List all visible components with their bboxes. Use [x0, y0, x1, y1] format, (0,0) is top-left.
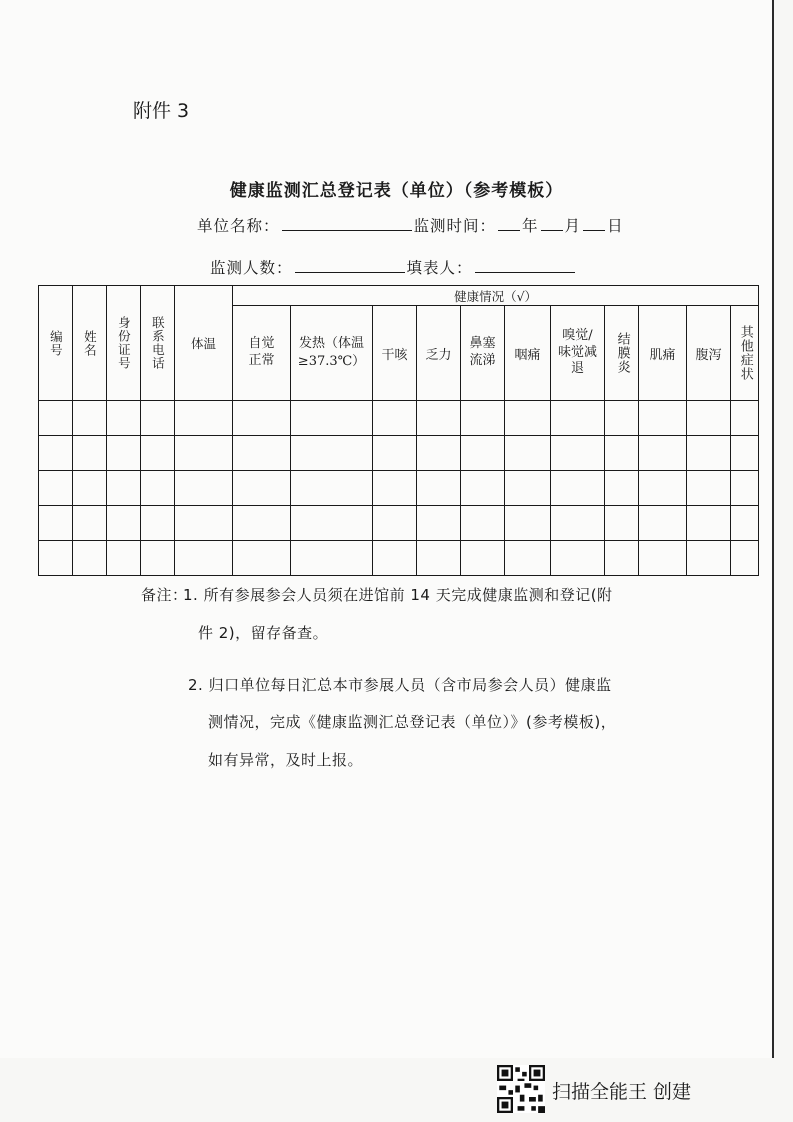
table-cell[interactable] — [107, 471, 141, 506]
header-myalgia: 肌痛 — [639, 306, 687, 401]
table-cell[interactable] — [373, 541, 417, 576]
year-label: 年 — [522, 217, 539, 235]
note-2-line-3: 如有异常，及时上报。 — [208, 751, 364, 769]
table-cell[interactable] — [73, 471, 107, 506]
table-cell[interactable] — [107, 401, 141, 436]
table-cell[interactable] — [107, 506, 141, 541]
table-cell[interactable] — [291, 541, 373, 576]
qr-code-icon — [497, 1065, 545, 1113]
filler-blank[interactable] — [475, 258, 575, 273]
table-cell[interactable] — [505, 506, 551, 541]
header-temperature: 体温 — [175, 286, 233, 401]
month-blank[interactable] — [541, 216, 563, 231]
header-cell-phone — [141, 286, 175, 401]
header-nasal — [461, 306, 505, 401]
table-row — [39, 471, 759, 506]
table-cell[interactable] — [107, 436, 141, 471]
table-cell[interactable] — [175, 471, 233, 506]
table-cell[interactable] — [373, 506, 417, 541]
table-cell[interactable] — [505, 471, 551, 506]
table-cell[interactable] — [687, 506, 731, 541]
table-cell[interactable] — [417, 541, 461, 576]
table-cell[interactable] — [141, 436, 175, 471]
table-cell[interactable] — [73, 506, 107, 541]
people-count-blank[interactable] — [295, 258, 405, 273]
table-cell[interactable] — [639, 471, 687, 506]
header-conjunctivitis-text: 结膜炎 — [614, 332, 630, 374]
note-2-line-2: 测情况，完成《健康监测汇总登记表（单位）》(参考模板)， — [208, 713, 617, 731]
header-name: 姓名 — [82, 329, 98, 357]
table-cell[interactable] — [291, 506, 373, 541]
table-cell[interactable] — [461, 506, 505, 541]
header-fever — [291, 306, 373, 401]
table-cell[interactable] — [175, 401, 233, 436]
table-cell[interactable] — [175, 541, 233, 576]
table-cell[interactable] — [39, 506, 73, 541]
header-cell-idcard — [107, 286, 141, 401]
table-cell[interactable] — [551, 506, 605, 541]
table-cell[interactable] — [373, 471, 417, 506]
table-cell[interactable] — [141, 541, 175, 576]
header-nasal-text: 鼻塞流涕 — [469, 336, 496, 368]
scanner-text: 扫描全能王 创建 — [552, 1081, 692, 1103]
table-cell[interactable] — [291, 436, 373, 471]
filler-label: 填表人： — [406, 259, 473, 277]
table-cell[interactable] — [639, 541, 687, 576]
table-body — [39, 401, 759, 576]
header-smell-text: 嗅觉/味觉减退 — [557, 327, 597, 377]
table-cell[interactable] — [505, 541, 551, 576]
header-fatigue: 乏力 — [417, 306, 461, 401]
header-cell-name — [73, 286, 107, 401]
note-1-line-1: 1. 所有参展参会人员须在进馆前 14 天完成健康监测和登记(附 — [183, 586, 613, 604]
table-cell[interactable] — [233, 471, 291, 506]
day-label: 日 — [607, 217, 624, 235]
table-cell[interactable] — [687, 541, 731, 576]
header-other — [731, 306, 759, 401]
table-row — [39, 541, 759, 576]
count-info-line — [210, 256, 577, 278]
table-cell[interactable] — [373, 436, 417, 471]
header-normal-text: 自觉正常 — [248, 336, 275, 368]
table-cell[interactable] — [461, 541, 505, 576]
header-idcard: 身份证号 — [116, 316, 132, 370]
table-cell[interactable] — [141, 471, 175, 506]
monitor-time-label: 监测时间： — [413, 217, 497, 235]
header-cell-id — [39, 286, 73, 401]
month-label: 月 — [564, 217, 582, 235]
table-row — [39, 401, 759, 436]
unit-name-label: 单位名称： — [197, 217, 280, 235]
table-cell[interactable] — [731, 506, 759, 541]
table-cell[interactable] — [461, 436, 505, 471]
header-id: 编号 — [48, 329, 64, 357]
table-cell[interactable] — [39, 541, 73, 576]
table-cell[interactable] — [107, 541, 141, 576]
table-cell[interactable] — [505, 436, 551, 471]
table-cell[interactable] — [639, 506, 687, 541]
table-cell[interactable] — [605, 506, 639, 541]
table-cell[interactable] — [233, 541, 291, 576]
table-cell[interactable] — [175, 506, 233, 541]
form-title: 健康监测汇总登记表（单位）（参考模板） — [229, 181, 564, 201]
note-2-line-1: 2. 归口单位每日汇总本市参展人员（含市局参会人员）健康监 — [188, 676, 612, 694]
table-cell[interactable] — [291, 471, 373, 506]
table-cell[interactable] — [505, 401, 551, 436]
header-conjunctivitis — [605, 306, 639, 401]
header-health-group: 健康情况（√） — [233, 286, 759, 306]
table-cell[interactable] — [39, 471, 73, 506]
table-cell[interactable] — [233, 436, 291, 471]
table-cell[interactable] — [731, 401, 759, 436]
people-count-label: 监测人数： — [210, 259, 293, 277]
year-blank[interactable] — [498, 216, 520, 231]
table-row — [39, 436, 759, 471]
table-cell[interactable] — [73, 541, 107, 576]
table-cell[interactable] — [175, 436, 233, 471]
table-cell[interactable] — [551, 471, 605, 506]
table-cell[interactable] — [73, 401, 107, 436]
table-cell[interactable] — [291, 401, 373, 436]
notes-prefix: 备注： — [141, 586, 188, 604]
note-1-line-2: 件 2)，留存备查。 — [198, 624, 329, 642]
header-smell — [551, 306, 605, 401]
table-cell[interactable] — [417, 506, 461, 541]
header-dry-cough: 干咳 — [373, 306, 417, 401]
scanner-watermark — [497, 1065, 757, 1115]
header-diarrhea: 腹泻 — [687, 306, 731, 401]
table-cell[interactable] — [141, 506, 175, 541]
table-cell[interactable] — [731, 436, 759, 471]
table-cell[interactable] — [39, 436, 73, 471]
header-other-text: 其他症状 — [737, 325, 753, 381]
table-cell[interactable] — [639, 436, 687, 471]
header-sore-throat: 咽痛 — [505, 306, 551, 401]
table-cell[interactable] — [605, 541, 639, 576]
table-cell[interactable] — [551, 436, 605, 471]
table-cell[interactable] — [687, 436, 731, 471]
table-cell[interactable] — [233, 401, 291, 436]
table-cell[interactable] — [687, 471, 731, 506]
table-cell[interactable] — [233, 506, 291, 541]
header-fever-text: 发热（体温≥37.3℃） — [297, 336, 366, 369]
table-cell[interactable] — [461, 471, 505, 506]
health-table — [38, 285, 759, 576]
unit-name-blank[interactable] — [282, 216, 412, 231]
table-cell[interactable] — [417, 471, 461, 506]
attachment-label: 附件 3 — [133, 100, 190, 122]
table-cell[interactable] — [373, 401, 417, 436]
table-cell[interactable] — [639, 401, 687, 436]
table-cell[interactable] — [605, 436, 639, 471]
table-cell[interactable] — [731, 541, 759, 576]
table-cell[interactable] — [39, 401, 73, 436]
table-cell[interactable] — [141, 401, 175, 436]
header-phone: 联系电话 — [150, 316, 166, 370]
table-cell[interactable] — [417, 436, 461, 471]
table-cell[interactable] — [605, 401, 639, 436]
day-blank[interactable] — [583, 216, 605, 231]
table-cell[interactable] — [417, 401, 461, 436]
header-normal — [233, 306, 291, 401]
table-cell[interactable] — [461, 401, 505, 436]
header-row-1 — [39, 286, 759, 306]
table-row — [39, 506, 759, 541]
table-cell[interactable] — [551, 541, 605, 576]
table-cell[interactable] — [73, 436, 107, 471]
unit-info-line — [197, 214, 624, 236]
table-cell[interactable] — [551, 401, 605, 436]
table-cell[interactable] — [605, 471, 639, 506]
table-cell[interactable] — [731, 471, 759, 506]
table-cell[interactable] — [687, 401, 731, 436]
